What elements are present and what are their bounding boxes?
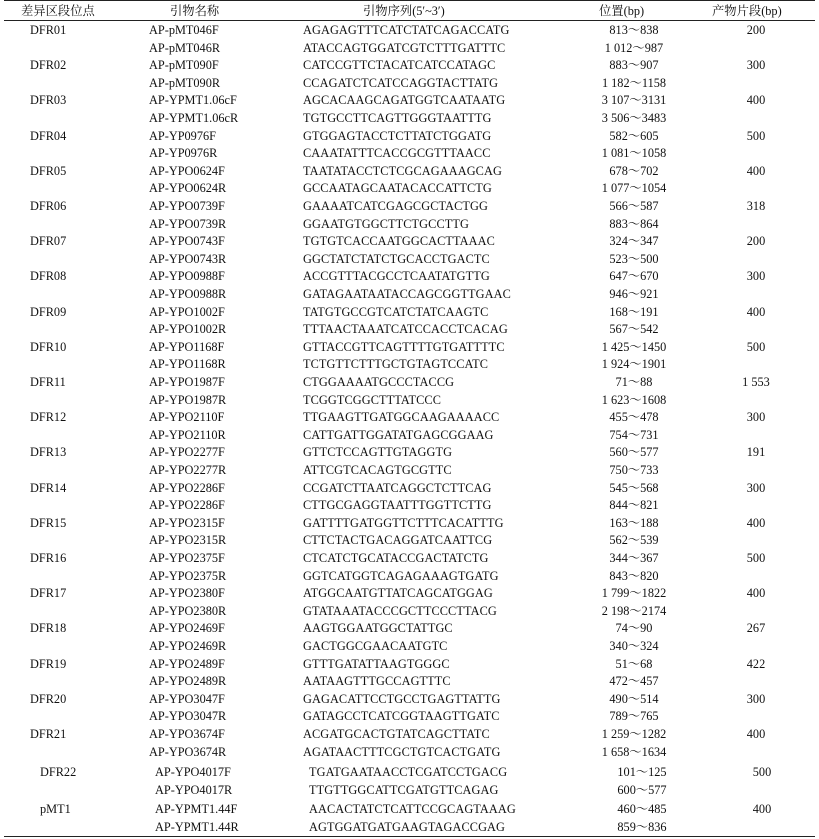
table-row xyxy=(0,286,819,304)
primer-name-cell: AP-YPO2315R xyxy=(149,533,227,548)
table-row xyxy=(0,163,819,181)
position-cell: 678～702 xyxy=(609,163,659,178)
table-row xyxy=(0,620,819,638)
primer-sequence-cell: GAAAATCATCGAGCGCTACTGG xyxy=(303,199,488,213)
table-row xyxy=(0,304,819,322)
table-row xyxy=(0,744,819,762)
primer-name-cell: AP-YPMT1.06cF xyxy=(149,93,237,108)
position-cell: 843～820 xyxy=(609,568,659,583)
position-cell: 455～478 xyxy=(609,410,659,425)
table-row xyxy=(0,480,819,498)
product-size-cell: 300 xyxy=(746,480,766,495)
site-cell: DFR18 xyxy=(30,621,67,636)
primer-name-cell: AP-YPO1168R xyxy=(149,357,226,372)
site-cell: DFR22 xyxy=(40,765,77,780)
position-cell: 813～838 xyxy=(609,23,659,37)
site-cell: DFR19 xyxy=(30,656,67,671)
table-row xyxy=(0,782,819,800)
table-row xyxy=(0,392,819,410)
primer-sequence-cell: TCTGTTCTTTGCTGTAGTCCATC xyxy=(303,357,489,372)
table-row xyxy=(0,497,819,515)
header-seq: 引物序列(5′~3′) xyxy=(363,4,445,18)
position-cell: 1 799～1822 xyxy=(601,586,667,601)
position-cell: 647～670 xyxy=(609,269,659,284)
product-size-cell: 267 xyxy=(746,621,766,636)
position-cell: 3 506～3483 xyxy=(601,111,667,125)
bottom-rule xyxy=(4,836,815,837)
primer-sequence-cell: AGTGGATGATGAAGTAGACCGAG xyxy=(309,820,506,834)
position-cell: 3 107～3131 xyxy=(601,93,667,108)
primer-sequence-cell: ACGATGCACTGTATCAGCTTATC xyxy=(303,727,490,741)
product-size-cell: 400 xyxy=(746,515,766,530)
site-cell: DFR20 xyxy=(30,691,67,706)
table-row xyxy=(0,673,819,691)
position-cell: 101～125 xyxy=(617,765,667,780)
position-cell: 490～514 xyxy=(609,691,659,706)
position-cell: 883～907 xyxy=(609,58,659,73)
table-row xyxy=(0,251,819,269)
primer-sequence-cell: GATAGAATAATACCAGCGGTTGAAC xyxy=(303,287,511,301)
primer-name-cell: AP-YPO2110F xyxy=(149,410,225,425)
primer-sequence-cell: CAAATATTTCACCGCGTTTAACC xyxy=(303,146,491,161)
primer-sequence-cell: GTTTGATATTAAGTGGGC xyxy=(303,656,450,671)
primer-sequence-cell: GATTTTGATGGTTCTTTCACATTTG xyxy=(303,515,504,530)
site-cell: DFR21 xyxy=(30,727,67,741)
primer-name-cell: AP-YPO2489F xyxy=(149,656,225,671)
top-rule xyxy=(4,0,815,1)
position-cell: 883～864 xyxy=(609,216,659,231)
site-cell: DFR06 xyxy=(30,199,67,213)
table-row xyxy=(0,726,819,744)
header-site: 差异区段位点 xyxy=(21,4,95,18)
primer-sequence-cell: AGATAACTTTCGCTGTCACTGATG xyxy=(303,744,501,759)
table-row xyxy=(0,550,819,568)
primer-sequence-cell: AGCACAAGCAGATGGTCAATAATG xyxy=(303,93,506,108)
header-size: 产物片段(bp) xyxy=(712,4,782,18)
primer-name-cell: AP-pMT090R xyxy=(149,75,221,90)
primer-name-cell: AP-YPO2469R xyxy=(149,639,227,653)
primer-sequence-cell: ATGGCAATGTTATCAGCATGGAG xyxy=(303,586,493,601)
primer-name-cell: AP-YPO2469F xyxy=(149,621,225,636)
product-size-cell: 400 xyxy=(746,163,766,178)
position-cell: 1 425～1450 xyxy=(601,339,667,354)
product-size-cell: 400 xyxy=(746,304,766,319)
position-cell: 523～500 xyxy=(609,251,659,266)
primer-name-cell: AP-YPO1987R xyxy=(149,392,227,407)
site-cell: DFR07 xyxy=(30,234,67,249)
primer-name-cell: AP-YPMT1.44R xyxy=(155,820,239,834)
position-cell: 324～347 xyxy=(609,234,659,249)
position-cell: 1 081～1058 xyxy=(601,146,667,161)
position-cell: 946～921 xyxy=(609,287,659,301)
primer-name-cell: AP-YPO2315F xyxy=(149,515,225,530)
primer-sequence-cell: TGTGTCACCAATGGCACTTAAAC xyxy=(303,234,495,249)
table-row xyxy=(0,409,819,427)
primer-name-cell: AP-YPO2380F xyxy=(149,586,225,601)
table-row xyxy=(0,339,819,357)
primer-name-cell: AP-YPO2375R xyxy=(149,568,227,583)
primer-sequence-cell: TGTGCCTTCAGTTGGGTAATTTG xyxy=(303,111,492,125)
position-cell: 789～765 xyxy=(609,709,659,724)
site-cell: DFR13 xyxy=(30,445,67,460)
table-row xyxy=(0,374,819,392)
table-row xyxy=(0,568,819,586)
table-row xyxy=(0,356,819,374)
primer-name-cell: AP-YPO0739F xyxy=(149,199,225,213)
site-cell: DFR12 xyxy=(30,410,67,425)
position-cell: 859～836 xyxy=(617,820,667,834)
position-cell: 460～485 xyxy=(617,802,667,817)
site-cell: DFR01 xyxy=(30,23,67,37)
primer-name-cell: AP-YPO4017F xyxy=(155,765,231,780)
primer-sequence-cell: CTCATCTGCATACCGACTATCTG xyxy=(303,551,489,565)
site-cell: DFR16 xyxy=(30,551,67,565)
table-row xyxy=(0,585,819,603)
position-cell: 567～542 xyxy=(609,322,659,337)
table-row xyxy=(0,198,819,216)
product-size-cell: 500 xyxy=(752,765,772,780)
table-row xyxy=(0,40,819,58)
table-row xyxy=(0,233,819,251)
primer-name-cell: AP-YPO1168F xyxy=(149,339,225,354)
position-cell: 750～733 xyxy=(609,463,659,477)
header-name: 引物名称 xyxy=(170,4,220,18)
product-size-cell: 300 xyxy=(746,410,766,425)
table-row xyxy=(0,180,819,198)
site-cell: DFR11 xyxy=(30,375,66,389)
primer-name-cell: AP-YPO0988R xyxy=(149,287,227,301)
position-cell: 51～68 xyxy=(615,656,653,671)
position-cell: 562～539 xyxy=(609,533,659,548)
primer-sequence-cell: TTTAACTAAATCATCCACCTCACAG xyxy=(303,322,508,337)
product-size-cell: 300 xyxy=(746,58,766,73)
product-size-cell: 500 xyxy=(746,128,766,143)
primer-sequence-cell: GCCAATAGCAATACACCATTCTG xyxy=(303,181,492,196)
primer-name-cell: AP-YPO3047F xyxy=(149,691,225,706)
position-cell: 754～731 xyxy=(609,427,659,442)
primer-sequence-cell: CATCCGTTCTACATCATCCATAGC xyxy=(303,58,496,73)
table-row xyxy=(0,819,819,837)
position-cell: 1 924～1901 xyxy=(601,357,667,372)
primer-sequence-cell: AGAGAGTTTCATCTATCAGACCATG xyxy=(303,23,510,37)
table-row xyxy=(0,532,819,550)
primer-sequence-cell: GTTACCGTTCAGTTTTGTGATTTTC xyxy=(303,339,505,354)
primer-sequence-cell: ATACCAGTGGATCGTCTTTGATTTC xyxy=(303,40,506,55)
primer-sequence-cell: AAGTGGAATGGCTATTGC xyxy=(303,621,453,636)
primer-sequence-cell: GATAGCCTCATCGGTAAGTTGATC xyxy=(303,709,500,724)
position-cell: 566～587 xyxy=(609,199,659,213)
site-cell: DFR08 xyxy=(30,269,67,284)
table-row xyxy=(0,427,819,445)
primer-sequence-cell: CTGGAAAATGCCCTACCG xyxy=(303,375,455,389)
product-size-cell: 1 553 xyxy=(742,375,770,389)
product-size-cell: 200 xyxy=(746,23,766,37)
table-row xyxy=(0,92,819,110)
table-row xyxy=(0,462,819,480)
table-row xyxy=(0,691,819,709)
primer-name-cell: AP-pMT046F xyxy=(149,23,219,37)
primer-sequence-cell: TCGGTCGGCTTTATCCC xyxy=(303,392,442,407)
primer-name-cell: AP-YPO2375F xyxy=(149,551,225,565)
primer-sequence-cell: AATAAGTTTGCCAGTTTC xyxy=(303,674,451,689)
primer-name-cell: AP-YPO1002F xyxy=(149,304,225,319)
position-cell: 168～191 xyxy=(609,304,659,319)
primer-name-cell: AP-YPO0743R xyxy=(149,251,227,266)
primer-name-cell: AP-YPO2110R xyxy=(149,427,226,442)
primer-sequence-cell: GTGGAGTACCTCTTATCTGGATG xyxy=(303,128,492,143)
primer-name-cell: AP-YPO0743F xyxy=(149,234,225,249)
primer-sequence-cell: CCGATCTTAATCAGGCTCTTCAG xyxy=(303,480,492,495)
primer-name-cell: AP-YPO0739R xyxy=(149,216,227,231)
primer-name-cell: AP-YPO2380R xyxy=(149,603,227,618)
primer-sequence-cell: GGCTATCTATCTGCACCTGACTC xyxy=(303,251,490,266)
table-row xyxy=(0,128,819,146)
site-cell: pMT1 xyxy=(40,802,71,817)
primer-sequence-cell: TATGTGCCGTCATCTATCAAGTC xyxy=(303,304,489,319)
position-cell: 163～188 xyxy=(609,515,659,530)
primer-sequence-cell: CATTGATTGGATATGAGCGGAAG xyxy=(303,427,494,442)
position-cell: 74～90 xyxy=(615,621,653,636)
primer-name-cell: AP-YP0976R xyxy=(149,146,218,161)
position-cell: 340～324 xyxy=(609,639,659,653)
position-cell: 2 198～2174 xyxy=(601,603,667,618)
primer-sequence-cell: TTGAAGTTGATGGCAAGAAAACC xyxy=(303,410,500,425)
primer-sequence-cell: ACCGTTTACGCCTCAATATGTTG xyxy=(303,269,490,284)
primer-name-cell: AP-YPMT1.06cR xyxy=(149,111,239,125)
position-cell: 1 182～1158 xyxy=(601,75,667,90)
primer-name-cell: AP-YPO0988F xyxy=(149,269,225,284)
primer-name-cell: AP-YPO3047R xyxy=(149,709,227,724)
product-size-cell: 500 xyxy=(746,551,766,565)
product-size-cell: 400 xyxy=(746,93,766,108)
primer-name-cell: AP-YPO3674R xyxy=(149,744,227,759)
site-cell: DFR05 xyxy=(30,163,67,178)
table-row xyxy=(0,22,819,40)
table-row xyxy=(0,268,819,286)
product-size-cell: 422 xyxy=(746,656,766,671)
primer-sequence-cell: CCAGATCTCATCCAGGTACTTATG xyxy=(303,75,499,90)
table-row xyxy=(0,515,819,533)
position-cell: 1 012～987 xyxy=(604,40,664,55)
primer-name-cell: AP-YPO2286F xyxy=(149,498,225,513)
position-cell: 545～568 xyxy=(609,480,659,495)
table-row xyxy=(0,145,819,163)
primer-name-cell: AP-YPO2277F xyxy=(149,445,225,460)
table-row xyxy=(0,764,819,782)
site-cell: DFR02 xyxy=(30,58,67,73)
primer-name-cell: AP-YPMT1.44F xyxy=(155,802,238,817)
primer-sequence-cell: GGAATGTGGCTTCTGCCTTG xyxy=(303,216,469,231)
position-cell: 600～577 xyxy=(617,782,667,797)
position-cell: 472～457 xyxy=(609,674,659,689)
primer-sequence-cell: GTATAAATACCCGCTTCCCTTACG xyxy=(303,603,497,618)
primer-name-cell: AP-pMT090F xyxy=(149,58,219,73)
primer-sequence-cell: GACTGGCGAACAATGTC xyxy=(303,639,448,653)
product-size-cell: 400 xyxy=(746,727,766,741)
site-cell: DFR10 xyxy=(30,339,67,354)
site-cell: DFR09 xyxy=(30,304,67,319)
table-row xyxy=(0,444,819,462)
primer-name-cell: AP-YPO0624F xyxy=(149,163,225,178)
table-row xyxy=(0,321,819,339)
product-size-cell: 300 xyxy=(746,691,766,706)
primer-sequence-cell: TTGTTGGCATTCGATGTTCAGAG xyxy=(309,782,499,797)
primer-name-cell: AP-YPO2489R xyxy=(149,674,227,689)
primer-sequence-cell: ATTCGTCACAGTGCGTTC xyxy=(303,463,452,477)
table-row xyxy=(0,656,819,674)
table-header xyxy=(0,3,819,19)
primer-name-cell: AP-YPO4017R xyxy=(155,782,233,797)
primer-sequence-cell: GGTCATGGTCAGAGAAAGTGATG xyxy=(303,568,499,583)
site-cell: DFR15 xyxy=(30,515,67,530)
position-cell: 582～605 xyxy=(609,128,659,143)
product-size-cell: 191 xyxy=(746,445,766,460)
site-cell: DFR14 xyxy=(30,480,67,495)
position-cell: 1 658～1634 xyxy=(601,744,667,759)
primer-name-cell: AP-YPO1002R xyxy=(149,322,227,337)
product-size-cell: 318 xyxy=(746,199,766,213)
primer-name-cell: AP-pMT046R xyxy=(149,40,221,55)
primer-name-cell: AP-YP0976F xyxy=(149,128,216,143)
product-size-cell: 400 xyxy=(746,586,766,601)
primer-name-cell: AP-YPO2286F xyxy=(149,480,225,495)
table-row xyxy=(0,57,819,75)
table-row xyxy=(0,603,819,621)
table-row xyxy=(0,638,819,656)
site-cell: DFR17 xyxy=(30,586,67,601)
header-rule xyxy=(4,20,815,21)
table-row xyxy=(0,110,819,128)
product-size-cell: 200 xyxy=(746,234,766,249)
position-cell: 71～88 xyxy=(615,375,653,389)
primer-sequence-cell: GTTCTCCAGTTGTAGGTG xyxy=(303,445,453,460)
primer-name-cell: AP-YPO2277R xyxy=(149,463,227,477)
position-cell: 844～821 xyxy=(609,498,659,513)
table-row xyxy=(0,801,819,819)
table-row xyxy=(0,216,819,234)
primer-sequence-cell: GAGACATTCCTGCCTGAGTTATTG xyxy=(303,691,501,706)
primer-sequence-cell: CTTGCGAGGTAATTTGGTTCTTG xyxy=(303,498,492,513)
header-pos: 位置(bp) xyxy=(599,4,645,18)
primer-name-cell: AP-YPO0624R xyxy=(149,181,227,196)
primer-sequence-cell: AACACTATCTCATTCCGCAGTAAAG xyxy=(309,802,516,817)
table-row xyxy=(0,75,819,93)
product-size-cell: 300 xyxy=(746,269,766,284)
product-size-cell: 400 xyxy=(752,802,772,817)
site-cell: DFR03 xyxy=(30,93,67,108)
position-cell: 1 077～1054 xyxy=(601,181,667,196)
primer-sequence-cell: CTTCTACTGACAGGATCAATTCG xyxy=(303,533,493,548)
primer-name-cell: AP-YPO3674F xyxy=(149,727,225,741)
product-size-cell: 500 xyxy=(746,339,766,354)
site-cell: DFR04 xyxy=(30,128,67,143)
primer-sequence-cell: TGATGAATAACCTCGATCCTGACG xyxy=(309,765,508,780)
position-cell: 1 623～1608 xyxy=(601,392,667,407)
primer-name-cell: AP-YPO1987F xyxy=(149,375,225,389)
position-cell: 344～367 xyxy=(609,551,659,565)
primer-sequence-cell: TAATATACCTCTCGCAGAAAGCAG xyxy=(303,163,502,178)
position-cell: 560～577 xyxy=(609,445,659,460)
table-row xyxy=(0,708,819,726)
position-cell: 1 259～1282 xyxy=(601,727,667,741)
